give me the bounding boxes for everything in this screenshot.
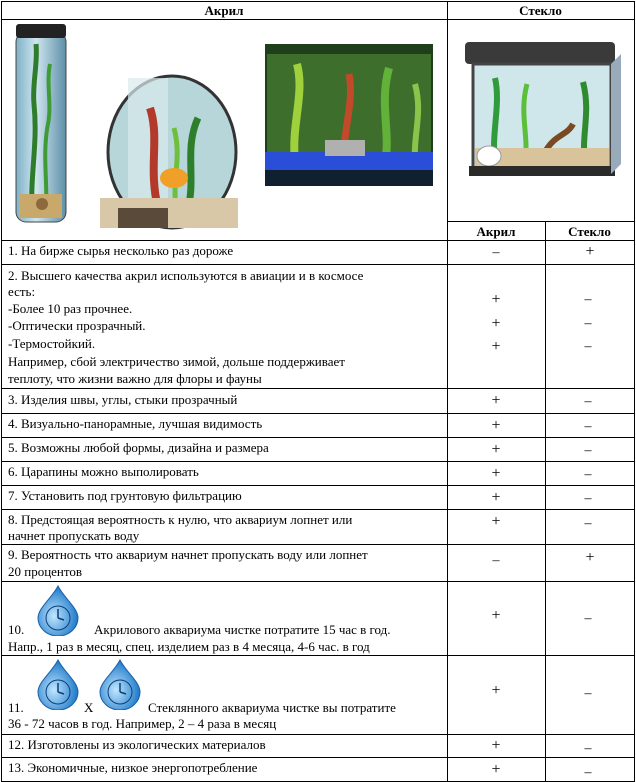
row-10-after-icon: Акрилового аквариума чистке потратите 15 час в год. — [94, 622, 391, 637]
row-2-acrylic-mark-2: + — [491, 315, 501, 332]
row-10-line-2: Напр., 1 раз в месяц, спец. изделием раз в 4 месяца, 4-6 час. в год — [8, 639, 370, 654]
row-7-glass-mark: – — [584, 491, 592, 506]
row-11-line-2: 36 - 72 часов в год. Например, 2 – 4 раза в месяц — [8, 716, 277, 731]
row-12-glass-mark: – — [584, 741, 592, 756]
row-2-line-1: 2. Высшего качества акрил используются в авиации и в космосе — [8, 268, 364, 283]
row-2-line-4: -Оптически прозрачный. — [8, 318, 146, 333]
row-11-times: X — [84, 700, 94, 715]
row-2-glass-mark-2: – — [584, 316, 592, 331]
tall-cylinder-aquarium-image — [12, 24, 70, 228]
row-5-text: 5. Возможны любой формы, дизайна и размера — [8, 440, 269, 455]
row-7-text: 7. Установить под грунтовую фильтрацию — [8, 488, 242, 503]
row-2-line-6: Например, сбой электричество зимой, дольше поддерживает — [8, 354, 345, 369]
row-11-glass-mark: – — [584, 686, 592, 701]
header-glass: Стекло — [519, 3, 562, 18]
row-5-glass-mark: – — [584, 443, 592, 458]
row-6-text: 6. Царапины можно выполировать — [8, 464, 199, 479]
row-13-glass-mark: – — [584, 765, 592, 780]
row-2-glass-mark-3: – — [584, 339, 592, 354]
row-3-text: 3. Изделия швы, углы, стыки прозрачный — [8, 392, 238, 407]
row-4-glass-mark: – — [584, 419, 592, 434]
row-11-acrylic-mark: + — [491, 682, 501, 699]
header-acrylic: Акрил — [204, 3, 244, 18]
row-3-glass-mark: – — [584, 394, 592, 409]
rectangular-glass-aquarium-image — [455, 24, 625, 190]
row-2-acrylic-mark-1: + — [491, 291, 501, 308]
row-2-line-2: есть: — [8, 284, 36, 299]
row-2-line-3: -Более 10 раз прочнее. — [8, 301, 133, 316]
row-8-line-2: начнет пропускать воду — [8, 528, 140, 543]
row-4-text: 4. Визуально-панорамные, лучшая видимость — [8, 416, 263, 431]
row-2-line-5: -Термостойкий. — [8, 336, 96, 351]
row-13-acrylic-mark: + — [491, 761, 501, 778]
row-6-glass-mark: – — [584, 467, 592, 482]
row-9-line-1: 9. Вероятность что аквариум начнет пропускать воду или лопнет — [8, 547, 368, 562]
row-9-acrylic-mark: – — [492, 553, 500, 568]
row-9-line-2: 20 процентов — [8, 564, 83, 579]
row-2-acrylic-mark-3: + — [491, 338, 501, 355]
row-10-acrylic-mark: + — [491, 607, 501, 624]
water-drop-clock-icon — [94, 658, 146, 710]
round-bowl-aquarium-image — [88, 68, 238, 230]
row-4-acrylic-mark: + — [491, 417, 501, 434]
row-11-after-icon: Стеклянного аквариума чистке вы потратите — [148, 700, 396, 715]
row-7-acrylic-mark: + — [491, 489, 501, 506]
water-drop-clock-icon — [32, 658, 84, 710]
row-11-prefix: 11. — [8, 700, 24, 715]
row-1-text: 1. На бирже сырья несколько раз дороже — [8, 243, 234, 258]
row-8-line-1: 8. Предстоящая вероятность к нулю, что аквариум лопнет или — [8, 512, 353, 527]
row-3-acrylic-mark: + — [491, 392, 501, 409]
row-12-acrylic-mark: + — [491, 737, 501, 754]
row-9-glass-mark: + — [585, 549, 595, 566]
row-8-acrylic-mark: + — [491, 513, 501, 530]
water-drop-clock-icon — [32, 584, 84, 636]
row-10-glass-mark: – — [584, 611, 592, 626]
row-1-acrylic-mark: – — [492, 245, 500, 260]
row-5-acrylic-mark: + — [491, 441, 501, 458]
row-12-text: 12. Изготовлены из экологических материалов — [8, 737, 266, 752]
row-10-prefix: 10. — [8, 622, 25, 637]
row-2-line-7: теплоту, что жизни важно для флоры и фауны — [8, 371, 262, 386]
row-8-glass-mark: – — [584, 516, 592, 531]
row-6-acrylic-mark: + — [491, 465, 501, 482]
row-2-glass-mark-1: – — [584, 292, 592, 307]
row-13-text: 13. Экономичные, низкое энергопотребление — [8, 760, 258, 775]
hexagon-panoramic-aquarium-image — [265, 44, 433, 186]
subheader-acrylic: Акрил — [476, 224, 516, 239]
subheader-glass: Стекло — [568, 224, 611, 239]
row-1-glass-mark: + — [585, 243, 595, 260]
